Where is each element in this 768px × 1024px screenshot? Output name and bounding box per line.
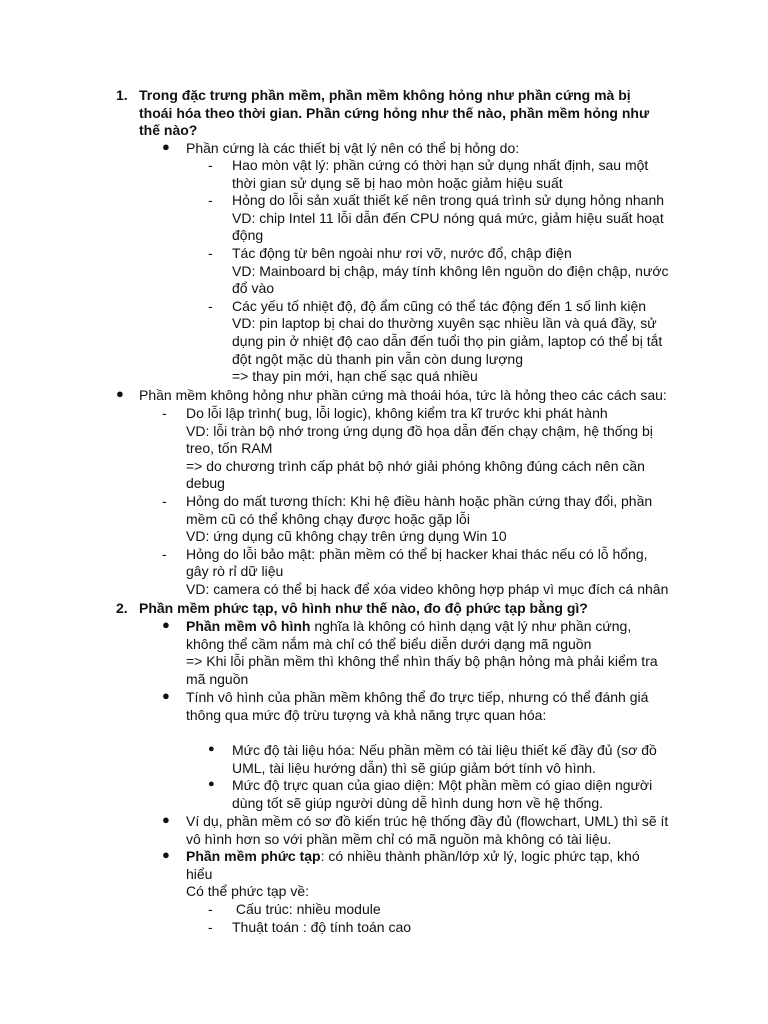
software-list	[162, 405, 668, 599]
list-item-line: VD: chip Intel 11 lỗi dẫn đến CPU nóng quá mức, giảm hiệu suất hoạt	[232, 209, 664, 226]
list-item	[208, 742, 657, 777]
paragraph-line: mã nguồn	[186, 670, 249, 687]
bullet-dot: ●	[208, 778, 215, 791]
bullet-dot: ●	[208, 743, 215, 755]
question-2-number: 2.	[116, 600, 128, 616]
paragraph-line: Có thể phức tạp về:	[186, 883, 309, 900]
list-item-line: VD: pin laptop bị chai do thường xuyên sạc nhiều lần và quá đầy, sử	[232, 315, 657, 332]
paragraph-line: => Khi lỗi phần mềm thì không thể nhìn thấy bộ phận hỏng mà phải kiểm tra	[186, 653, 658, 670]
bullet-dot: ●	[162, 847, 170, 862]
paragraph-line: không thể cầm nắm mà chỉ có thể biểu diễn dưới dạng mã nguồn	[186, 635, 592, 652]
measure-sublist	[208, 742, 657, 812]
list-item	[208, 901, 411, 919]
bullet-dot: ●	[162, 688, 170, 703]
list-item	[208, 777, 657, 812]
list-item-line: Thuật toán : độ tính toán cao	[232, 918, 412, 935]
dash-marker: -	[162, 492, 167, 509]
hardware-bullet	[162, 140, 519, 158]
list-item-line: đổ vào	[232, 280, 275, 297]
list-item-line: treo, tốn RAM	[186, 440, 273, 457]
list-item-line: Hỏng do lỗi sản xuất thiết kế nên trong quá trình sử dụng hỏng nhanh	[232, 192, 665, 209]
list-item-line: VD: camera có thể bị hack để xóa video không hợp pháp vì mục đích cá nhân	[186, 580, 669, 597]
dash-marker: -	[208, 157, 213, 173]
complex-software-text: : có nhiều thành phần/lớp xử lý, logic phức tạp, khó	[320, 848, 640, 864]
question-1-title-line: thoái hóa theo thời gian. Phần cứng hỏng như thế nào, phần mềm hỏng như	[139, 104, 650, 121]
paragraph-line: Ví dụ, phần mềm có sơ đồ kiến trúc hệ thống đầy đủ (flowchart, UML) thì sẽ ít	[186, 813, 669, 829]
list-item-line: Hỏng do lỗi bảo mật: phần mềm có thể bị hacker khai thác nếu có lỗ hổng,	[186, 545, 648, 562]
list-item-line: VD: ứng dụng cũ không chạy trên ứng dụng Win 10	[186, 528, 507, 545]
paragraph-line: hiểu	[186, 865, 213, 882]
hardware-list	[208, 157, 669, 386]
dash-marker: -	[162, 545, 167, 562]
complex-software-term: Phần mềm phức tạp	[186, 848, 321, 864]
list-item-line: => do chương trình cấp phát bộ nhớ giải phóng không đúng cách nên cần	[186, 457, 645, 474]
list-item-line: Hao mòn vật lý: phần cứng có thời hạn sử dụng nhất định, sau một	[232, 157, 649, 173]
bullet-dot: ●	[162, 617, 170, 632]
complex-software-bullet	[162, 848, 640, 901]
list-item	[162, 546, 668, 599]
list-item-line: Hỏng do mất tương thích: Khi hệ điều hành hoặc phần cứng thay đổi, phần	[186, 492, 653, 509]
list-item-line: Do lỗi lập trình( bug, lỗi logic), không kiểm tra kĩ trước khi phát hành	[186, 405, 608, 421]
list-item-line: Tác động từ bên ngoài như rơi vỡ, nước đổ, chập điện	[232, 244, 572, 261]
dash-marker: -	[208, 297, 213, 314]
dash-marker: -	[208, 918, 213, 935]
list-item	[208, 919, 411, 937]
complexity-list	[208, 901, 411, 936]
list-item	[162, 405, 668, 493]
question-2-title: Phần mềm phức tạp, vô hình như thế nào, đo độ phức tạp bằng gì?	[139, 600, 588, 616]
question-2	[116, 600, 588, 618]
software-intro: Phần mềm không hỏng như phần cứng mà thoái hóa, tức là hỏng theo các cách sau:	[139, 387, 667, 403]
question-1-title-line: Trong đặc trưng phần mềm, phần mềm không hỏng như phần cứng mà bị	[139, 87, 631, 103]
hardware-intro: Phần cứng là các thiết bị vật lý nên có thể bị hỏng do:	[186, 140, 520, 156]
list-item-line: VD: lỗi tràn bộ nhớ trong ứng dụng đồ họa dẫn đến chạy chậm, hệ thống bị	[186, 422, 653, 439]
list-item-line: => thay pin mới, hạn chế sạc quá nhiều	[232, 368, 478, 385]
list-item	[162, 493, 668, 546]
list-item-line: UML, tài liệu hướng dẫn) thì sẽ giúp giảm bớt tính vô hình.	[232, 759, 596, 776]
list-item	[208, 298, 669, 386]
dash-marker: -	[208, 244, 213, 261]
list-item-line: động	[232, 227, 264, 244]
list-item-line: mềm cũ có thể không chạy được hoặc gặp lỗi	[186, 510, 470, 527]
bullet-dot: ●	[116, 386, 124, 401]
list-item-line: đột ngột mặc dù thanh pin vẫn còn dung lượng	[232, 350, 523, 367]
list-item	[208, 192, 669, 245]
question-1	[116, 87, 649, 140]
list-item-line: debug	[186, 475, 225, 492]
invisible-software-text: nghĩa là không có hình dạng vật lý như phần cứng,	[310, 618, 632, 634]
paragraph-line: vô hình hơn so với phần mềm chỉ có mã nguồn mà không có tài liệu.	[186, 830, 612, 847]
paragraph-line: thông qua mức độ trừu tượng và khả năng trực quan hóa:	[186, 706, 547, 723]
bullet-dot: ●	[162, 139, 170, 154]
dash-marker: -	[208, 901, 213, 917]
list-item-line: dụng pin ở nhiệt độ cao dẫn đến tuổi thọ pin giảm, laptop có thể bị tắt	[232, 332, 663, 349]
list-item-line: Cấu trúc: nhiều module	[232, 901, 381, 917]
list-item	[208, 157, 669, 192]
question-1-title-line: thế nào?	[139, 122, 198, 139]
software-bullet	[116, 387, 667, 405]
bullet-dot: ●	[162, 812, 170, 827]
measure-bullet	[162, 689, 648, 724]
dash-marker: -	[162, 405, 167, 421]
list-item-line: dùng tốt sẽ giúp người dùng dễ hình dung hơn về hệ thống.	[232, 794, 604, 811]
list-item-line: Mức độ trực quan của giao diện: Một phần mềm có giao diện người	[232, 777, 653, 794]
list-item-line: thời gian sử dụng sẽ bị hao mòn hoặc giảm hiệu suất	[232, 174, 563, 191]
question-1-number: 1.	[116, 87, 128, 103]
list-item-line: gây rò rỉ dữ liệu	[186, 563, 284, 580]
paragraph-line: Tính vô hình của phần mềm không thể đo trực tiếp, nhưng có thể đánh giá	[186, 689, 649, 705]
invisible-software-bullet	[162, 618, 658, 688]
list-item-line: Các yếu tố nhiệt độ, độ ẩm cũng có thể tác động đến 1 số linh kiện	[232, 297, 647, 314]
list-item-line: VD: Mainboard bị chập, máy tính không lên nguồn do điện chập, nước	[232, 262, 669, 279]
example-bullet	[162, 813, 668, 848]
dash-marker: -	[208, 192, 213, 209]
list-item	[208, 245, 669, 298]
invisible-software-term: Phần mềm vô hình	[186, 618, 311, 634]
list-item-line: Mức độ tài liệu hóa: Nếu phần mềm có tài liệu thiết kế đầy đủ (sơ đồ	[232, 742, 657, 758]
